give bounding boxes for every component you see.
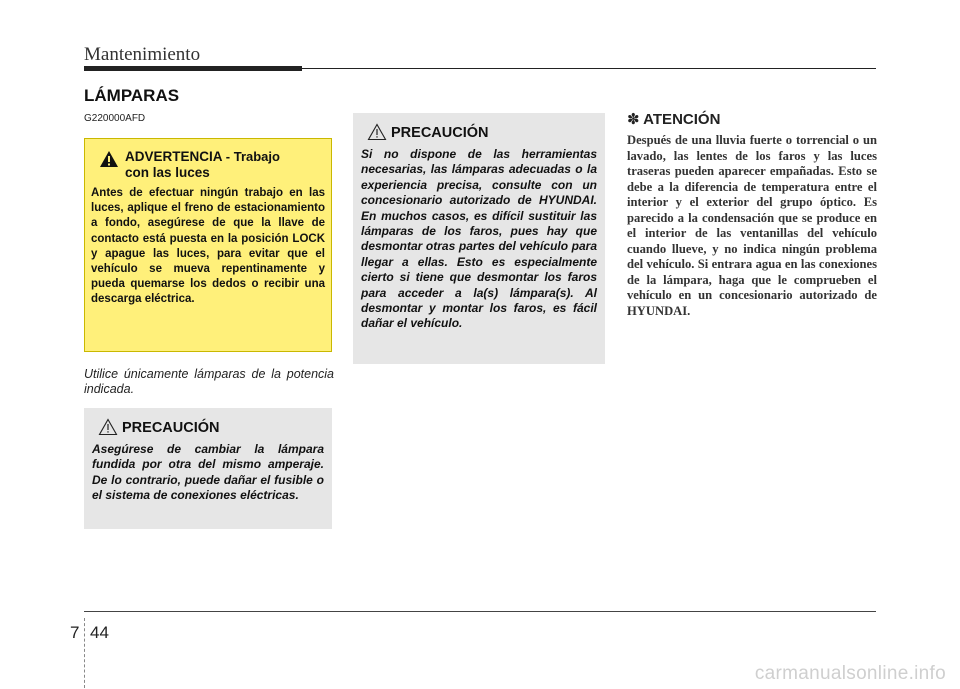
- caution-triangle-icon: [98, 418, 118, 436]
- chapter-number: 7: [70, 623, 80, 642]
- page-header-title: Mantenimiento: [84, 44, 201, 65]
- warning-subtitle-line2: con las luces: [125, 165, 210, 180]
- page-number: 44: [90, 623, 109, 642]
- footer-rule: [84, 611, 876, 612]
- caution-triangle-icon: [367, 123, 387, 141]
- warning-triangle-icon: [99, 150, 119, 168]
- watermark: carmanualsonline.info: [754, 663, 946, 684]
- warning-subtitle-inline: - Trabajo: [225, 149, 280, 164]
- caution-middle-body: Si no dispone de las herramientas necesarias, las lámparas adecuadas o la experiencia precisa, consulte con un concesionario autorizado de HYUNDAI. En muchos casos, es difícil sustituir las lámparas de los faros, pues hay que desmontar otras partes del vehículo para llegar a ellas. Esto es especialmente cierto si tiene que desmontar los faros para acceder a la(s) lámpara(s). Al desmontar y montar los faros, es fácil dañar el vehículo.: [361, 147, 597, 331]
- caution-left-title-row: [98, 418, 324, 436]
- caution-middle-title-row: [367, 123, 597, 141]
- attention-body: Después de una lluvia fuerte o torrencial o un lavado, las lentes de los faros y las luces traseras pueden aparecer empañadas. Esto se debe a la diferencia de temperatura entre el interior y el exterior del grupo óptico. Es parecido a la condensación que se produce en el interior de las ventanillas del vehículo cuando llueve, y no indica ningún problema del vehículo. Si entrara agua en las conexiones de la lámpara, haga que le comprueben el vehículo en un concesionario autorizado de HYUNDAI.: [627, 133, 877, 318]
- header-rule: [84, 66, 876, 71]
- footer-divider: [84, 618, 85, 688]
- warning-title: [125, 149, 280, 181]
- warning-title-main: ADVERTENCIA: [125, 149, 223, 164]
- caution-box-middle: [353, 113, 605, 364]
- caution-left-title: PRECAUCIÓN: [122, 420, 220, 436]
- caution-left-body: Asegúrese de cambiar la lámpara fundida por otra del mismo amperaje. De lo contrario, puede dañar el fusible o el sistema de conexiones eléctricas.: [92, 442, 324, 503]
- header-rule-thick: [84, 66, 302, 71]
- warning-box: [84, 138, 332, 352]
- warning-title-row: [99, 149, 325, 181]
- section-code: G220000AFD: [84, 113, 146, 124]
- header-rule-thin: [302, 68, 876, 69]
- attention-title: ✽ ATENCIÓN: [627, 111, 721, 128]
- lamp-power-note: Utilice únicamente lámparas de la potencia indicada.: [84, 367, 334, 396]
- warning-body: Antes de efectuar ningún trabajo en las luces, aplique el freno de estacionamiento a fondo, asegúrese de que la llave de contacto está puesta en la posición LOCK y apague las luces, para evitar que el vehículo se mueva repentinamente y pueda quemarse los dedos o recibir una descarga eléctrica.: [91, 187, 325, 306]
- section-title: LÁMPARAS: [84, 86, 180, 105]
- caution-box-left: [84, 408, 332, 529]
- caution-middle-title: PRECAUCIÓN: [391, 125, 489, 141]
